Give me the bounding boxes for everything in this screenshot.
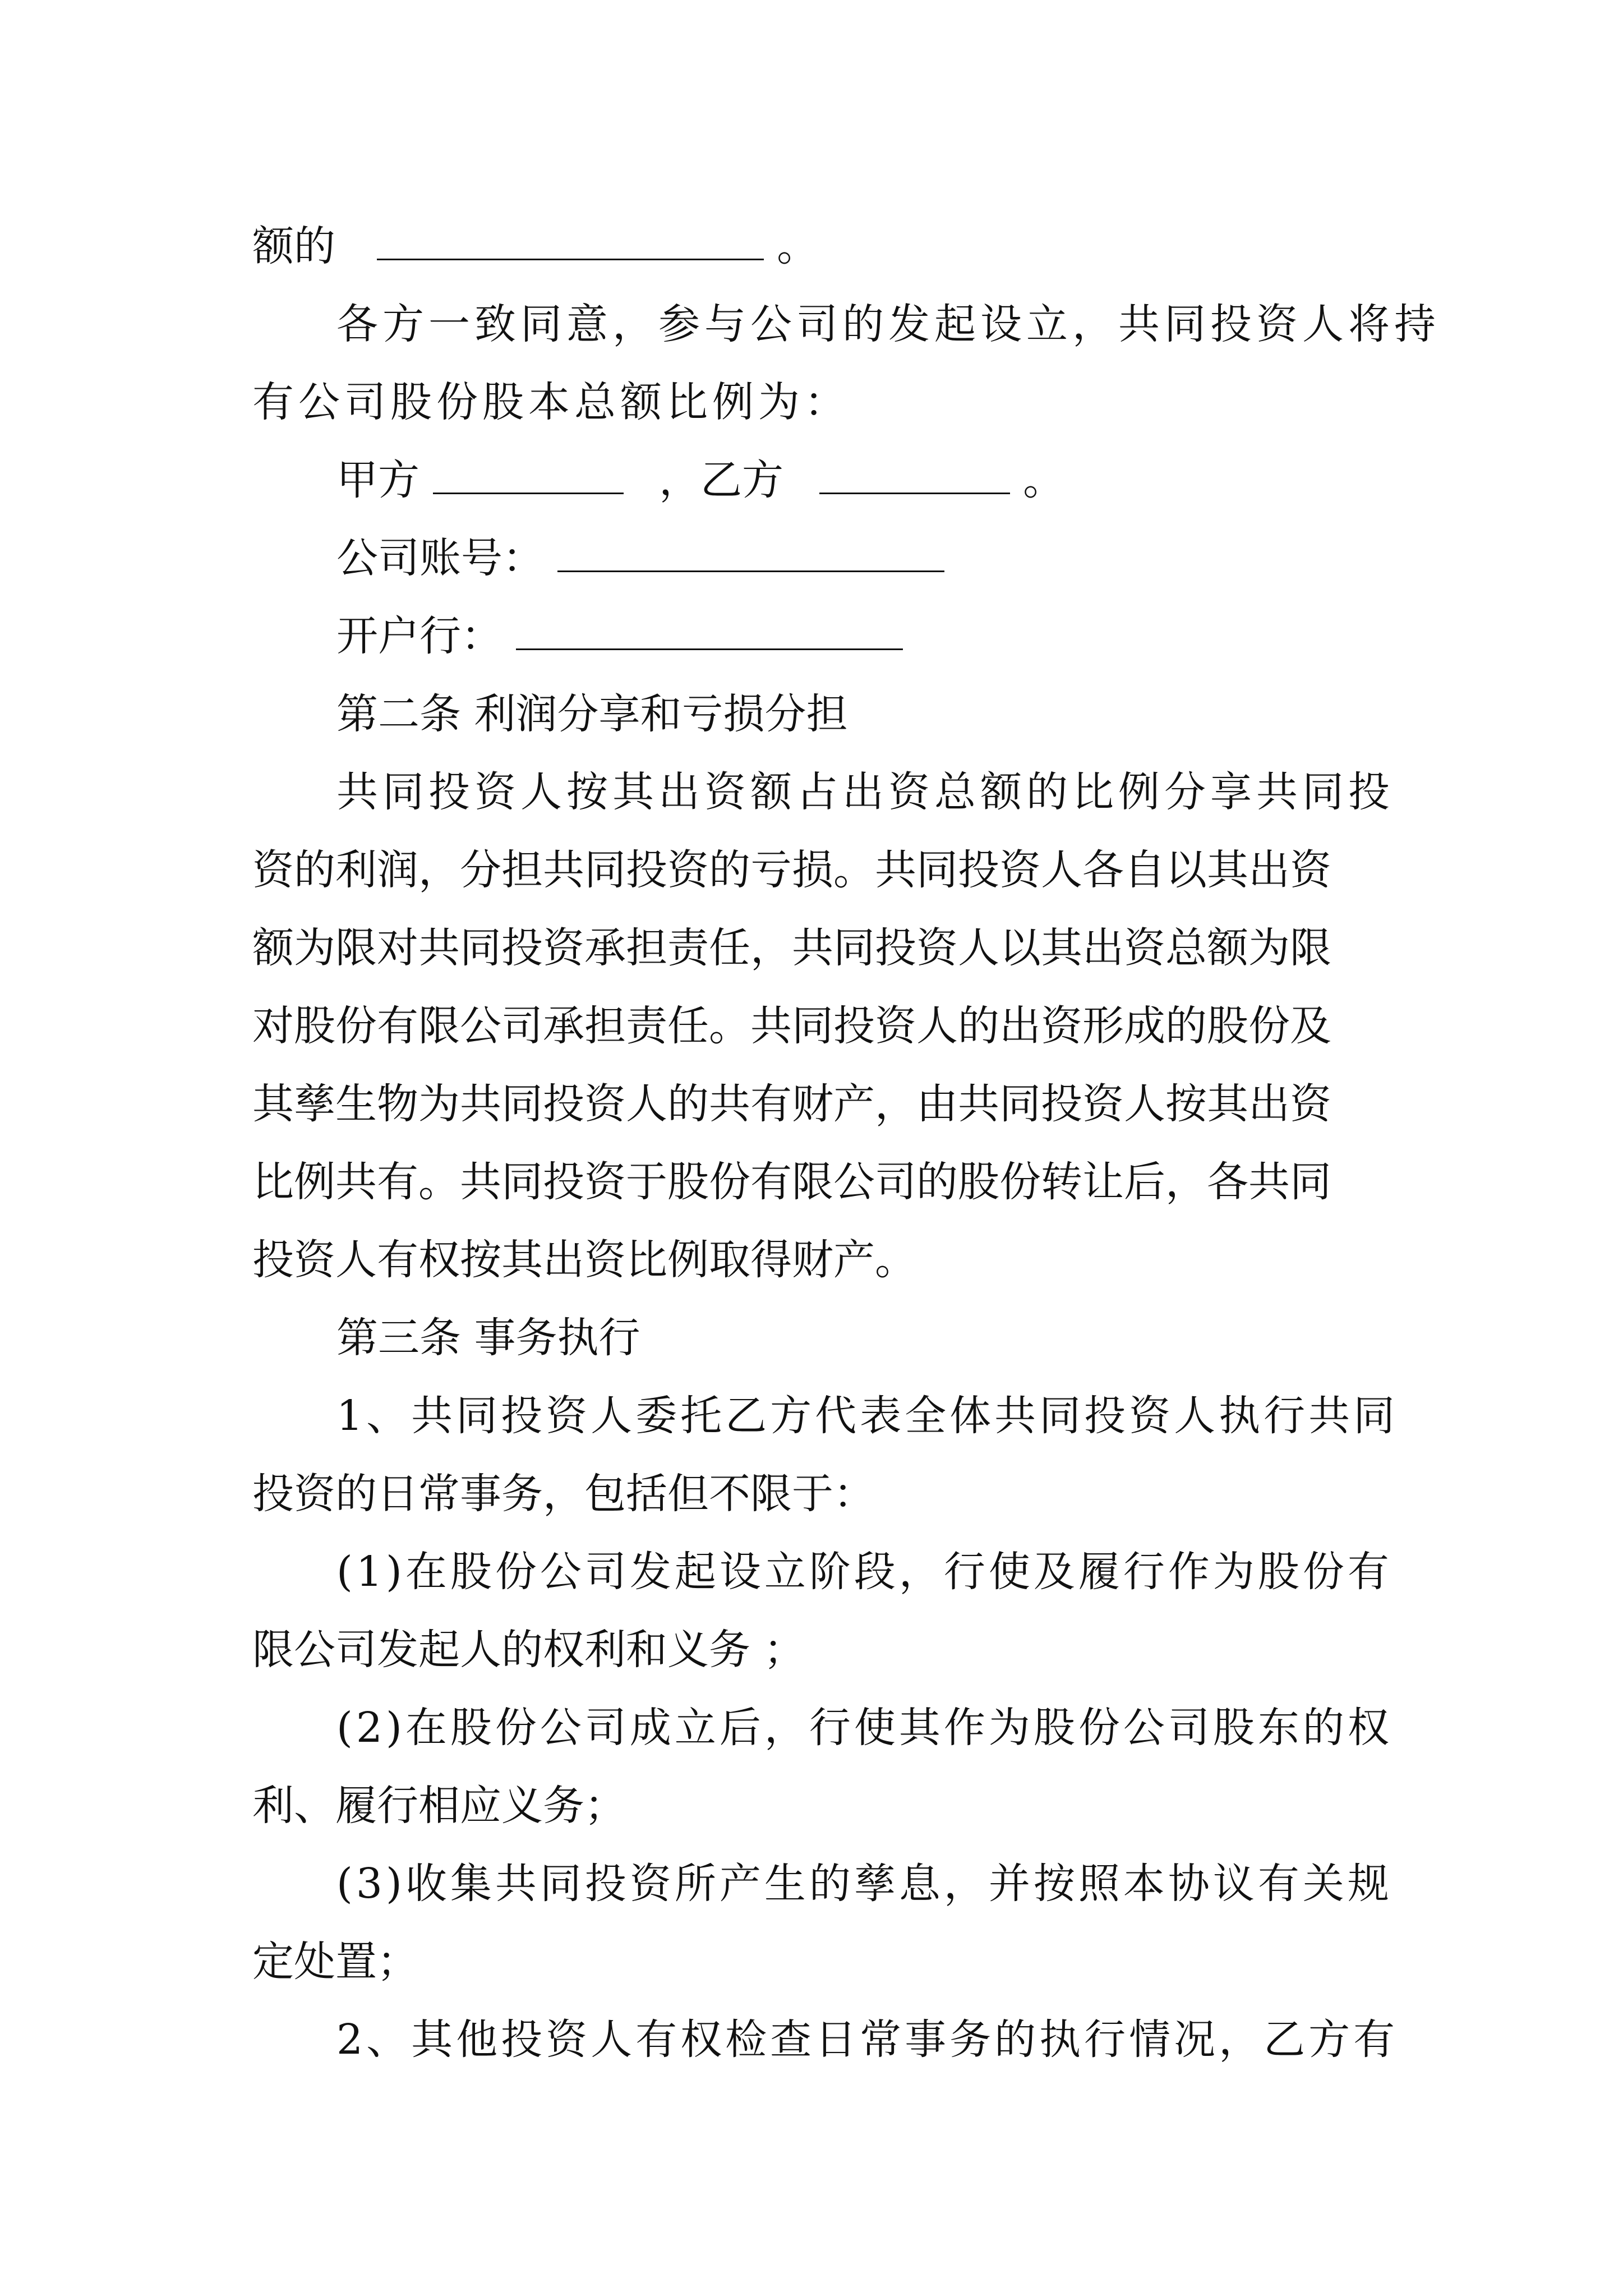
paragraph-line (252, 1689, 1393, 1767)
text-segment: 第三条 事务执行 (336, 1314, 640, 1362)
text-line (252, 597, 1385, 675)
paragraph-line (252, 1377, 1399, 1455)
paragraph-line (252, 1845, 1393, 1923)
paragraph-line (252, 1923, 1385, 2001)
paragraph-line (252, 909, 1385, 987)
text-segment: 公司账号： (336, 534, 544, 582)
paragraph-line (252, 1455, 1385, 1533)
text-segment: 定处置； (252, 1938, 418, 1986)
paragraph-line (252, 1221, 1385, 1299)
paragraph-line (252, 1065, 1385, 1143)
blank-field (819, 459, 1010, 494)
text-segment: 共同投资人按其出资额占出资总额的比例分享共同投 (336, 768, 1394, 816)
text-segment: 利、履行相应义务； (252, 1782, 626, 1830)
blank-field (516, 615, 903, 650)
text-segment: 限公司发起人的权利和义务 ； (252, 1626, 805, 1674)
document-body (252, 208, 1440, 2079)
text-segment: 开户行： (336, 612, 502, 660)
text-segment: 。 (777, 222, 819, 270)
text-segment: 第二条 利润分享和亏损分担 (336, 690, 848, 738)
text-segment: 额的 (252, 222, 335, 270)
paragraph-line (252, 1611, 1385, 1689)
paragraph-line (252, 831, 1385, 909)
paragraph-line (252, 1767, 1385, 1845)
paragraph-line (252, 753, 1394, 831)
text-segment: (1)在股份公司发起设立阶段，行使及履行作为股份有 (336, 1548, 1393, 1596)
section-heading (252, 1299, 1385, 1377)
text-segment: 投资人有权按其出资比例取得财产。 (252, 1236, 916, 1284)
text-line (252, 519, 1385, 597)
text-segment: 对股份有限公司承担责任。共同投资人的出资形成的股份及 (252, 1002, 1331, 1050)
paragraph-line (252, 2001, 1399, 2079)
paragraph-line (252, 286, 1440, 364)
text-segment: 各方一致同意，参与公司的发起设立，共同投资人将持 (336, 300, 1440, 348)
text-segment: ，乙方 (659, 456, 784, 504)
section-heading (252, 675, 1385, 753)
text-segment: 2、其他投资人有权检查日常事务的执行情况，乙方有 (336, 2016, 1399, 2064)
text-segment: (2)在股份公司成立后，行使其作为股份公司股东的权 (336, 1704, 1393, 1752)
text-segment: 。 (1023, 456, 1065, 504)
text-segment: (3)收集共同投资所产生的孳息，并按照本协议有关规 (336, 1860, 1393, 1908)
blank-field (433, 459, 624, 494)
blank-field (377, 225, 764, 260)
paragraph-line (252, 364, 1385, 441)
text-line (252, 441, 1385, 519)
text-segment: 其孳生物为共同投资人的共有财产，由共同投资人按其出资 (252, 1080, 1331, 1128)
text-segment: 有公司股份股本总额比例为： (252, 378, 850, 426)
paragraph-line (252, 987, 1385, 1065)
paragraph-line (252, 1143, 1385, 1221)
text-line (252, 208, 1385, 286)
paragraph-line (252, 1533, 1393, 1611)
text-segment: 投资的日常事务，包括但不限于： (252, 1470, 875, 1518)
blank-field (557, 537, 944, 572)
text-segment: 比例共有。共同投资于股份有限公司的股份转让后，各共同 (252, 1158, 1331, 1206)
text-segment: 甲方 (336, 456, 419, 504)
text-segment: 额为限对共同投资承担责任，共同投资人以其出资总额为限 (252, 924, 1331, 972)
text-segment: 1、共同投资人委托乙方代表全体共同投资人执行共同 (336, 1392, 1399, 1440)
text-segment: 资的利润，分担共同投资的亏损。共同投资人各自以其出资 (252, 846, 1331, 894)
